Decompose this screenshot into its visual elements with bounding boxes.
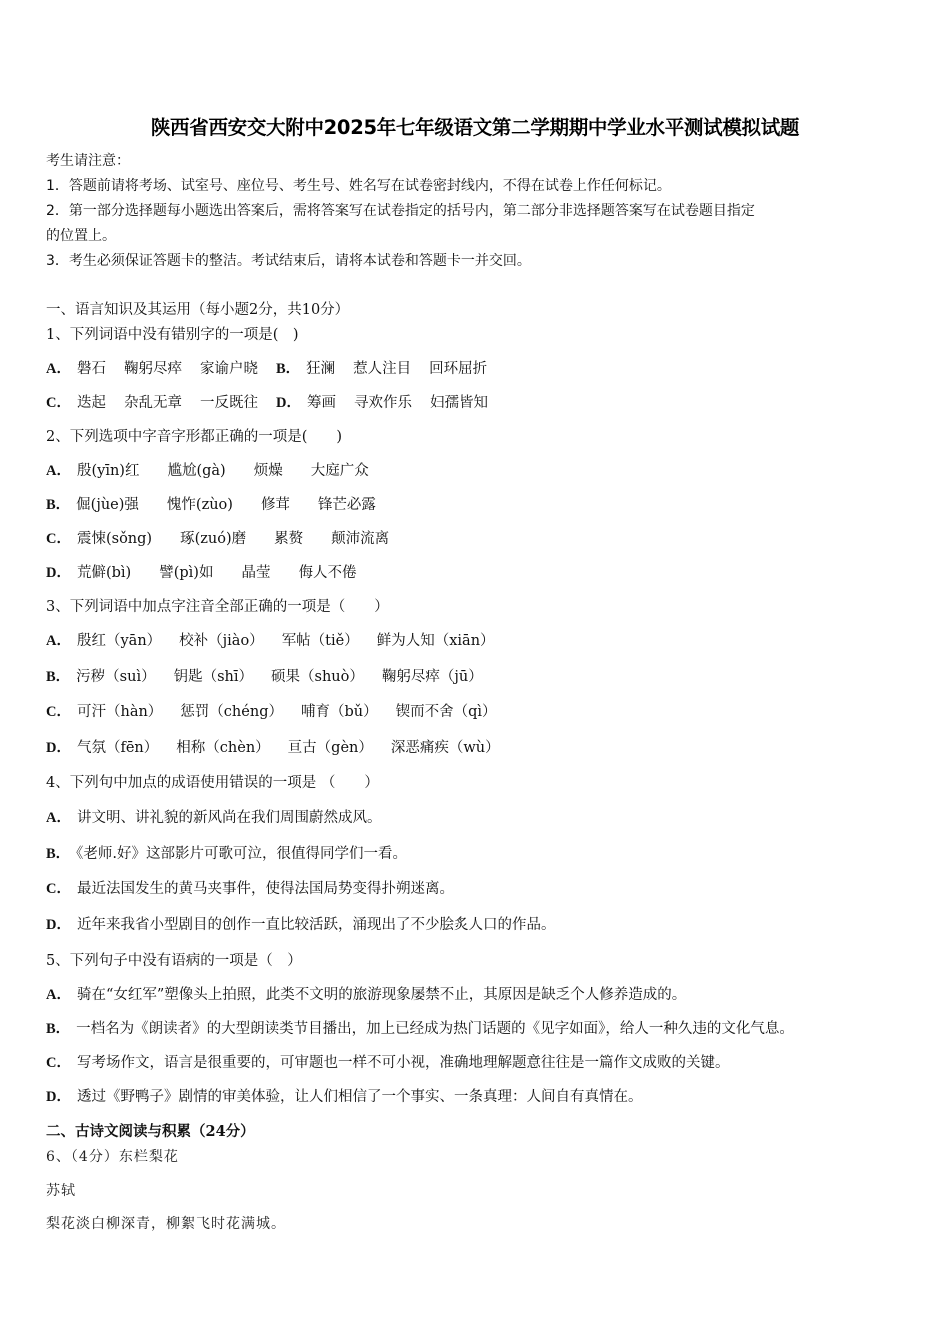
q1-d-word-2: 寻欢作乐 — [353, 395, 412, 411]
q1-a-word-3: 家谕户晓 — [199, 361, 258, 377]
option-label-a: A． — [46, 463, 71, 479]
q3-d-word-2: 相称（chèn） — [176, 740, 270, 756]
q1-row-cd — [46, 393, 488, 413]
q2-b-word-1: 倔(jùe)强 — [76, 497, 139, 513]
q2-d-word-1: 荒僻(bì) — [76, 565, 132, 581]
q4-option-c — [46, 879, 454, 899]
notice-item-2-cont: 的位置上。 — [46, 228, 116, 244]
q5-stem: 5、下列句子中没有语病的一项是（ ） — [46, 953, 302, 969]
q3-stem: 3、下列词语中加点字注音全部正确的一项是（ ） — [46, 599, 389, 615]
q3-a-word-4: 鲜为人知（xiān） — [376, 633, 495, 649]
notice-item-1: 1．答题前请将考场、试室号、座位号、考生号、姓名写在试卷密封线内，不得在试卷上作任何标记。 — [46, 178, 671, 194]
section-1-heading: 一、语言知识及其运用（每小题2分，共10分） — [46, 302, 350, 318]
q1-a-word-1: 磐石 — [76, 361, 106, 377]
q4-option-a — [46, 808, 381, 828]
option-label-c: C． — [46, 881, 71, 897]
section-2-heading: 二、古诗文阅读与积累（24分） — [46, 1123, 255, 1140]
q3-option-c — [46, 702, 497, 722]
q3-b-word-2: 钥匙（shī） — [173, 669, 254, 685]
q5-d-text: 透过《野鸭子》剧情的审美体验，让人们相信了一个事实、一条真理：人间自有真情在。 — [76, 1089, 643, 1105]
q4-option-d — [46, 915, 555, 935]
option-label-a: A． — [46, 633, 71, 649]
q3-c-word-2: 惩罚（chéng） — [180, 704, 283, 720]
notice-item-3: 3．考生必须保证答题卡的整洁。考试结束后，请将本试卷和答题卡一并交回。 — [46, 253, 531, 269]
poem-line-1: 梨花淡白柳深青，柳絮飞时花满城。 — [46, 1216, 286, 1232]
q2-a-word-3: 烦燥 — [253, 463, 283, 479]
option-label-b: B． — [46, 669, 71, 685]
option-label-a: A． — [46, 987, 71, 1003]
q4-a-text: 讲文明、讲礼貌的新风尚在我们周围蔚然成风。 — [76, 810, 382, 826]
q3-option-d — [46, 738, 500, 758]
q4-option-b — [46, 844, 407, 864]
notice-item-2: 2．第一部分选择题每小题选出答案后，需将答案写在试卷指定的括号内，第二部分非选择题答案写在试卷题目指定 — [46, 203, 755, 219]
q3-c-word-4: 锲而不舍（qì） — [395, 704, 497, 720]
q5-option-b — [46, 1019, 794, 1039]
option-label-b: B． — [275, 361, 301, 377]
q1-c-word-1: 迭起 — [76, 395, 106, 411]
notice-heading: 考生请注意： — [46, 153, 130, 169]
q3-a-word-1: 殷红（yān） — [76, 633, 162, 649]
option-label-d: D． — [46, 917, 71, 933]
q1-stem: 1、下列词语中没有错别字的一项是( ) — [46, 327, 299, 343]
q3-c-word-3: 哺育（bǔ） — [300, 704, 378, 720]
option-label-c: C． — [46, 704, 71, 720]
q3-option-b — [46, 667, 483, 687]
option-label-b: B． — [46, 846, 71, 862]
option-label-d: D． — [46, 565, 71, 581]
q4-d-text: 近年来我省小型剧目的创作一直比较活跃，涌现出了不少脍炙人口的作品。 — [76, 917, 556, 933]
q6-stem: 6、（4分）东栏梨花 — [46, 1149, 179, 1165]
q2-option-b — [46, 495, 376, 515]
q2-stem: 2、下列选项中字音字形都正确的一项是( ) — [46, 429, 343, 445]
q1-b-word-2: 惹人注目 — [353, 361, 412, 377]
q4-b-text: 《老师.好》这部影片可歌可泣，很值得同学们一看。 — [76, 846, 408, 862]
q2-b-word-3: 修茸 — [260, 497, 290, 513]
option-label-d: D． — [46, 1089, 71, 1105]
q3-d-word-1: 气氛（fēn） — [76, 740, 159, 756]
q2-option-c — [46, 529, 389, 549]
q2-c-word-1: 震悚(sǒng) — [76, 531, 153, 547]
option-label-b: B． — [46, 497, 71, 513]
poem-author: 苏轼 — [46, 1183, 76, 1199]
q5-b-text: 一档名为《朗读者》的大型朗读类节目播出，加上已经成为热门话题的《见字如面》，给人一种久违的文化气息。 — [76, 1021, 794, 1037]
q3-d-word-4: 深恶痛疾（wù） — [390, 740, 500, 756]
q2-option-d — [46, 563, 356, 583]
q1-b-word-1: 狂澜 — [306, 361, 336, 377]
q2-a-word-4: 大庭广众 — [310, 463, 369, 479]
option-label-d: D． — [46, 740, 71, 756]
q3-b-word-4: 鞠躬尽瘁（jū） — [381, 669, 483, 685]
option-label-a: A． — [46, 361, 71, 377]
q3-option-a — [46, 631, 495, 651]
q5-option-c — [46, 1053, 729, 1073]
q3-b-word-1: 污秽（suì） — [76, 669, 156, 685]
option-label-c: C． — [46, 1055, 71, 1071]
q2-a-word-2: 尴尬(gà) — [167, 463, 226, 479]
q2-b-word-2: 愧怍(zùo) — [166, 497, 233, 513]
exam-title: 陕西省西安交大附中2025年七年级语文第二学期期中学业水平测试模拟试题 — [150, 116, 800, 139]
q4-c-text: 最近法国发生的黄马夹事件，使得法国局势变得扑朔迷离。 — [76, 881, 454, 897]
q3-a-word-3: 军帖（tiě） — [281, 633, 359, 649]
q2-option-a — [46, 461, 369, 481]
q1-c-word-3: 一反既往 — [199, 395, 258, 411]
q1-a-word-2: 鞠躬尽瘁 — [123, 361, 182, 377]
q1-d-word-1: 筹画 — [306, 395, 336, 411]
q2-b-word-4: 锋芒必露 — [317, 497, 376, 513]
q1-d-word-3: 妇孺皆知 — [429, 395, 488, 411]
q5-a-text: 骑在“女红军”塑像头上拍照，此类不文明的旅游现象屡禁不止，其原因是缺乏个人修养造成的。 — [76, 987, 687, 1003]
q2-d-word-4: 侮人不倦 — [298, 565, 357, 581]
q5-option-d — [46, 1087, 642, 1107]
q3-d-word-3: 亘古（gèn） — [287, 740, 373, 756]
option-label-d: D． — [275, 395, 301, 411]
q1-c-word-2: 杂乱无章 — [123, 395, 182, 411]
q1-row-ab — [46, 359, 487, 379]
option-label-a: A． — [46, 810, 71, 826]
q2-a-word-1: 殷(yīn)红 — [76, 463, 140, 479]
q5-option-a — [46, 985, 686, 1005]
q3-b-word-3: 硕果（shuò） — [271, 669, 364, 685]
q2-c-word-2: 琢(zuó)磨 — [180, 531, 247, 547]
q3-a-word-2: 校补（jiào） — [179, 633, 264, 649]
option-label-c: C． — [46, 395, 71, 411]
q2-d-word-2: 譬(pì)如 — [159, 565, 214, 581]
q2-c-word-4: 颠沛流离 — [331, 531, 390, 547]
q5-c-text: 写考场作文，语言是很重要的，可审题也一样不可小视，准确地理解题意往往是一篇作文成败的关键。 — [76, 1055, 730, 1071]
option-label-b: B． — [46, 1021, 71, 1037]
q1-b-word-3: 回环屈折 — [429, 361, 488, 377]
q2-c-word-3: 累赘 — [274, 531, 304, 547]
q3-c-word-1: 可汗（hàn） — [76, 704, 163, 720]
q4-stem: 4、下列句中加点的成语使用错误的一项是 （ ） — [46, 775, 379, 791]
option-label-c: C． — [46, 531, 71, 547]
q2-d-word-3: 晶莹 — [241, 565, 271, 581]
